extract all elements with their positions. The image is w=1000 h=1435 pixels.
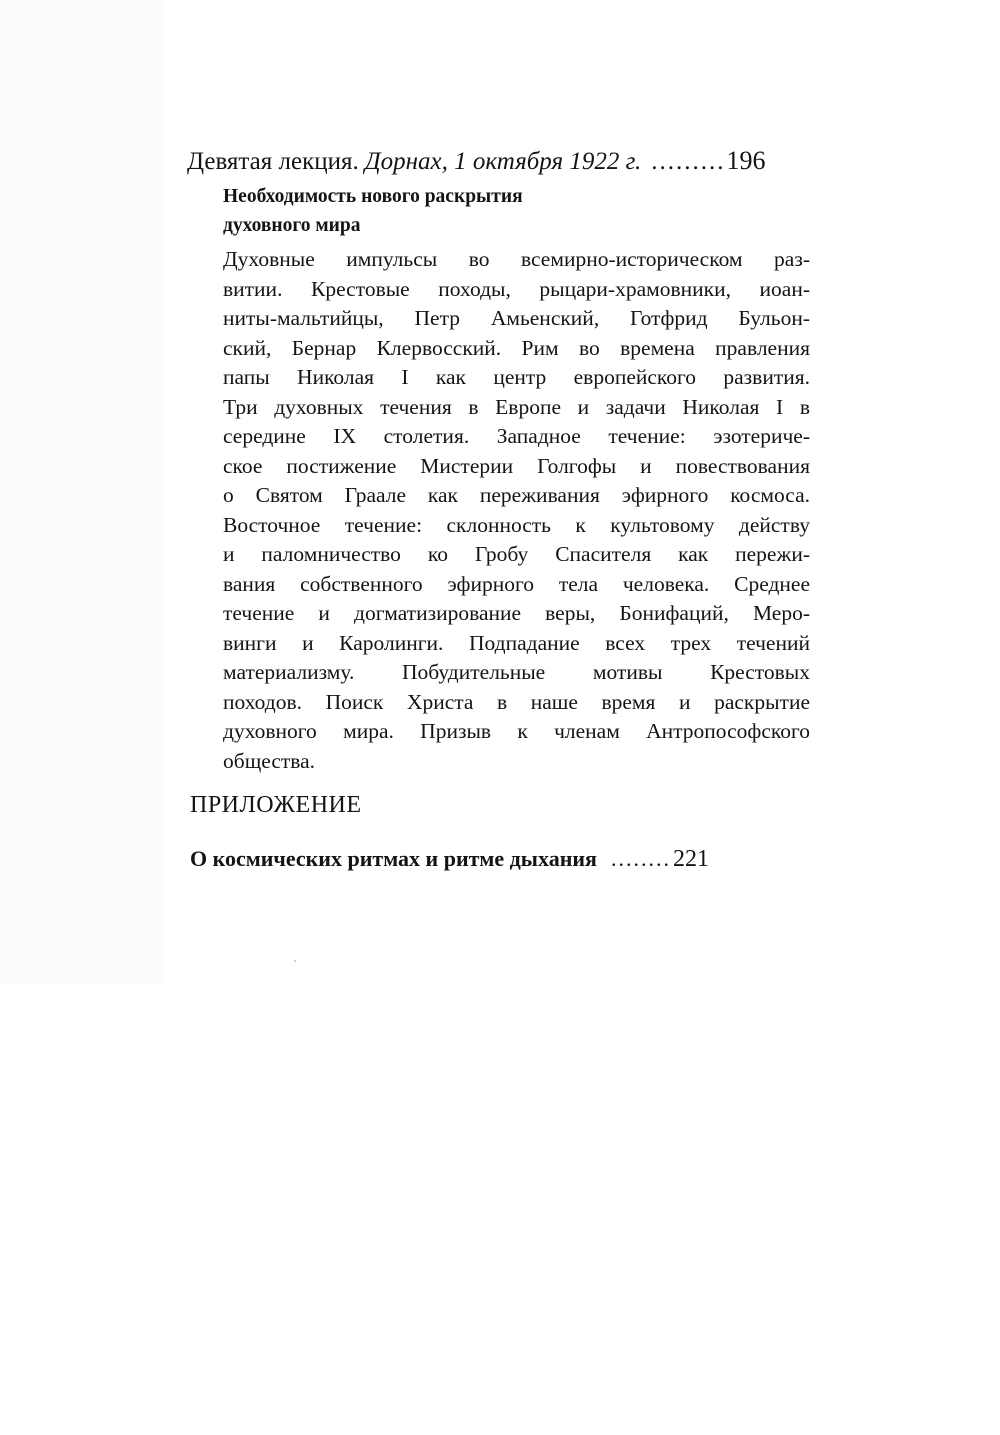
summary-line: походов. Поиск Христа в наше время и раскрытие [223, 689, 810, 714]
summary-line: Восточное течение: склонность к культовому действу [223, 512, 810, 537]
lecture-title: Девятая лекция. [187, 148, 359, 175]
summary-line: середине IX столетия. Западное течение: эзотериче- [223, 424, 810, 448]
appendix-heading: ПРИЛОЖЕНИЕ [190, 792, 362, 818]
summary-line: Духовные импульсы во всемирно-историческом раз- [223, 247, 810, 271]
summary-line: витии. Крестовые походы, рыцари-храмовники, иоан- [223, 276, 810, 301]
page-number: 221 [672, 846, 709, 872]
summary-line: ское постижение Мистерии Голгофы и повествования [223, 453, 810, 478]
summary-line: течение и догматизирование веры, Бонифаций, Меро- [223, 601, 810, 625]
summary-line: Три духовных течения в Европе и задачи Николая I в [223, 394, 810, 419]
subtitle-line: Необходимость нового раскрытия [223, 186, 523, 207]
summary-line: винги и Каролинги. Подпадание всех трех течений [223, 630, 810, 655]
page-number: 196 [726, 146, 766, 175]
summary-line: ниты-мальтийцы, Петр Амьенский, Готфрид Бульон- [223, 306, 810, 330]
summary-line: общества. [223, 748, 316, 773]
lecture-summary [223, 245, 810, 776]
appendix-entry-title: О космических ритмах и ритме дыхания [190, 846, 597, 871]
summary-line: папы Николая I как центр европейского развития. [223, 365, 810, 389]
toc-entry-appendix[interactable] [190, 843, 845, 875]
summary-line: духовного мира. Призыв к членам Антропософского [223, 719, 810, 743]
toc-entry-lecture-9[interactable] [187, 144, 842, 178]
summary-line: и паломничество ко Гробу Спасителя как пережи- [223, 542, 810, 566]
summary-line: материализму. Побудительные мотивы Крестовых [223, 660, 810, 684]
dot-leader: ........ [610, 846, 671, 871]
page-shadow [0, 0, 165, 985]
lecture-place-date: Дорнах, 1 октября 1922 г. [364, 148, 642, 175]
summary-line: ский, Бернар Клервосский. Рим во времена правления [223, 335, 810, 360]
subtitle-line: духовного мира [223, 215, 361, 236]
summary-line: вания собственного эфирного тела человека. Среднее [223, 571, 810, 596]
scan-speck [294, 960, 296, 962]
summary-line: о Святом Граале как переживания эфирного космоса. [223, 483, 810, 507]
lecture-subtitle [223, 182, 643, 240]
dot-leader: ......... [651, 148, 726, 175]
